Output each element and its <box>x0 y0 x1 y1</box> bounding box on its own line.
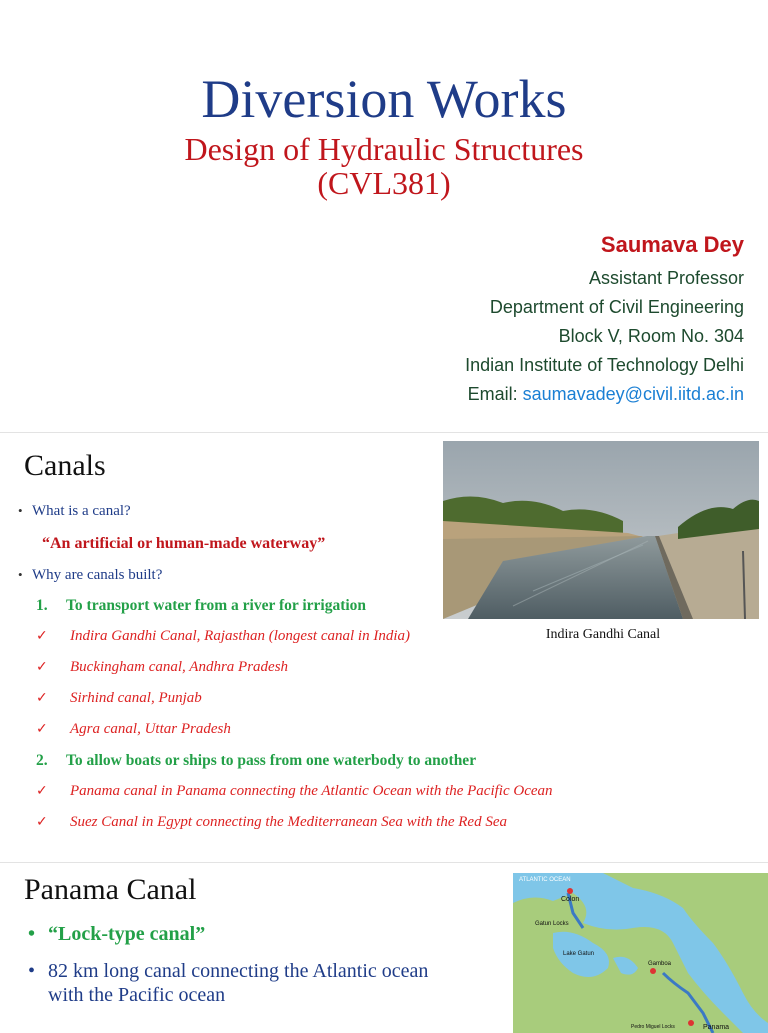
subtitle-line-1: Design of Hydraulic Structures <box>184 131 584 167</box>
author-block <box>465 230 744 409</box>
title-slide <box>0 0 768 420</box>
map-label-colon: Colon <box>561 896 580 903</box>
gamboa-marker <box>650 968 656 974</box>
check-icon: ✓ <box>36 783 48 799</box>
example-item <box>36 721 231 738</box>
check-icon: ✓ <box>36 659 48 675</box>
bullet-icon: • <box>18 503 23 518</box>
bullet-icon: • <box>28 923 36 945</box>
check-icon: ✓ <box>36 721 48 737</box>
bullet-icon: • <box>28 960 36 982</box>
panama-map <box>513 873 768 1033</box>
example-text: Indira Gandhi Canal, Rajasthan (longest canal in India) <box>70 628 410 644</box>
length-fact-line-1 <box>28 959 428 983</box>
question-text: What is a canal? <box>32 503 131 519</box>
photo-caption: Indira Gandhi Canal <box>545 627 661 642</box>
lock-type-text: “Lock-type canal” <box>48 923 206 945</box>
pedro-miguel-marker <box>688 1020 694 1026</box>
question-why-canals <box>18 567 162 584</box>
check-icon: ✓ <box>36 814 48 830</box>
reason-number: 2. <box>36 752 48 769</box>
map-label-lake-gatun: Lake Gatun <box>563 951 595 957</box>
canal-definition: “An artificial or human-made waterway” <box>42 535 326 552</box>
author-department: Department of Civil Engineering <box>489 297 744 317</box>
question-text: Why are canals built? <box>32 567 163 583</box>
example-text: Agra canal, Uttar Pradesh <box>70 721 231 737</box>
reason-text: To allow boats or ships to pass from one waterbody to another <box>66 752 477 769</box>
example-item <box>36 690 202 707</box>
example-item <box>36 659 288 676</box>
email-link[interactable]: saumavadey@civil.iitd.ac.in <box>522 384 744 404</box>
canals-heading: Canals <box>24 449 106 482</box>
colon-marker <box>567 888 573 894</box>
map-label-gamboa: Gamboa <box>648 961 672 967</box>
check-icon: ✓ <box>36 690 48 706</box>
course-subtitle <box>0 132 768 200</box>
reason-number: 1. <box>36 597 48 614</box>
author-role: Assistant Professor <box>588 268 744 288</box>
reason-navigation <box>36 752 476 770</box>
length-fact-line-2: with the Pacific ocean <box>48 984 226 1006</box>
email-label: Email: <box>467 384 523 404</box>
example-item <box>36 628 410 645</box>
map-label-ocean: ATLANTIC OCEAN <box>519 877 571 883</box>
author-office: Block V, Room No. 304 <box>558 326 744 346</box>
map-label-pedro-miguel: Pedro Miguel Locks <box>631 1024 675 1030</box>
length-fact-item <box>28 959 428 1007</box>
author-institute: Indian Institute of Technology Delhi <box>465 355 744 375</box>
map-label-panama: Panama <box>703 1024 730 1031</box>
bullet-icon: • <box>18 567 23 582</box>
reason-text: To transport water from a river for irrigation <box>66 597 367 614</box>
canals-slide <box>0 432 768 853</box>
example-item <box>36 783 553 800</box>
map-label-gatun-locks: Gatun Locks <box>535 921 569 927</box>
subtitle-line-2: (CVL381) <box>317 165 451 201</box>
panama-slide <box>0 862 768 1031</box>
panama-heading: Panama Canal <box>24 873 197 906</box>
canal-photo <box>443 441 759 619</box>
example-text: Panama canal in Panama connecting the Atlantic Ocean with the Pacific Ocean <box>70 783 553 799</box>
check-icon: ✓ <box>36 628 48 644</box>
lock-type-item <box>28 923 205 946</box>
example-text: Sirhind canal, Punjab <box>70 690 202 706</box>
reason-irrigation <box>36 597 366 615</box>
author-name: Saumava Dey <box>600 232 744 257</box>
presentation-title: Diversion Works <box>201 69 567 129</box>
example-text: Suez Canal in Egypt connecting the Mediterranean Sea with the Red Sea <box>70 814 507 830</box>
example-item <box>36 814 507 831</box>
example-text: Buckingham canal, Andhra Pradesh <box>70 659 289 675</box>
length-fact-text: 82 km long canal connecting the Atlantic ocean <box>48 960 429 982</box>
question-what-is-canal <box>18 503 131 520</box>
author-email-line <box>465 380 744 409</box>
